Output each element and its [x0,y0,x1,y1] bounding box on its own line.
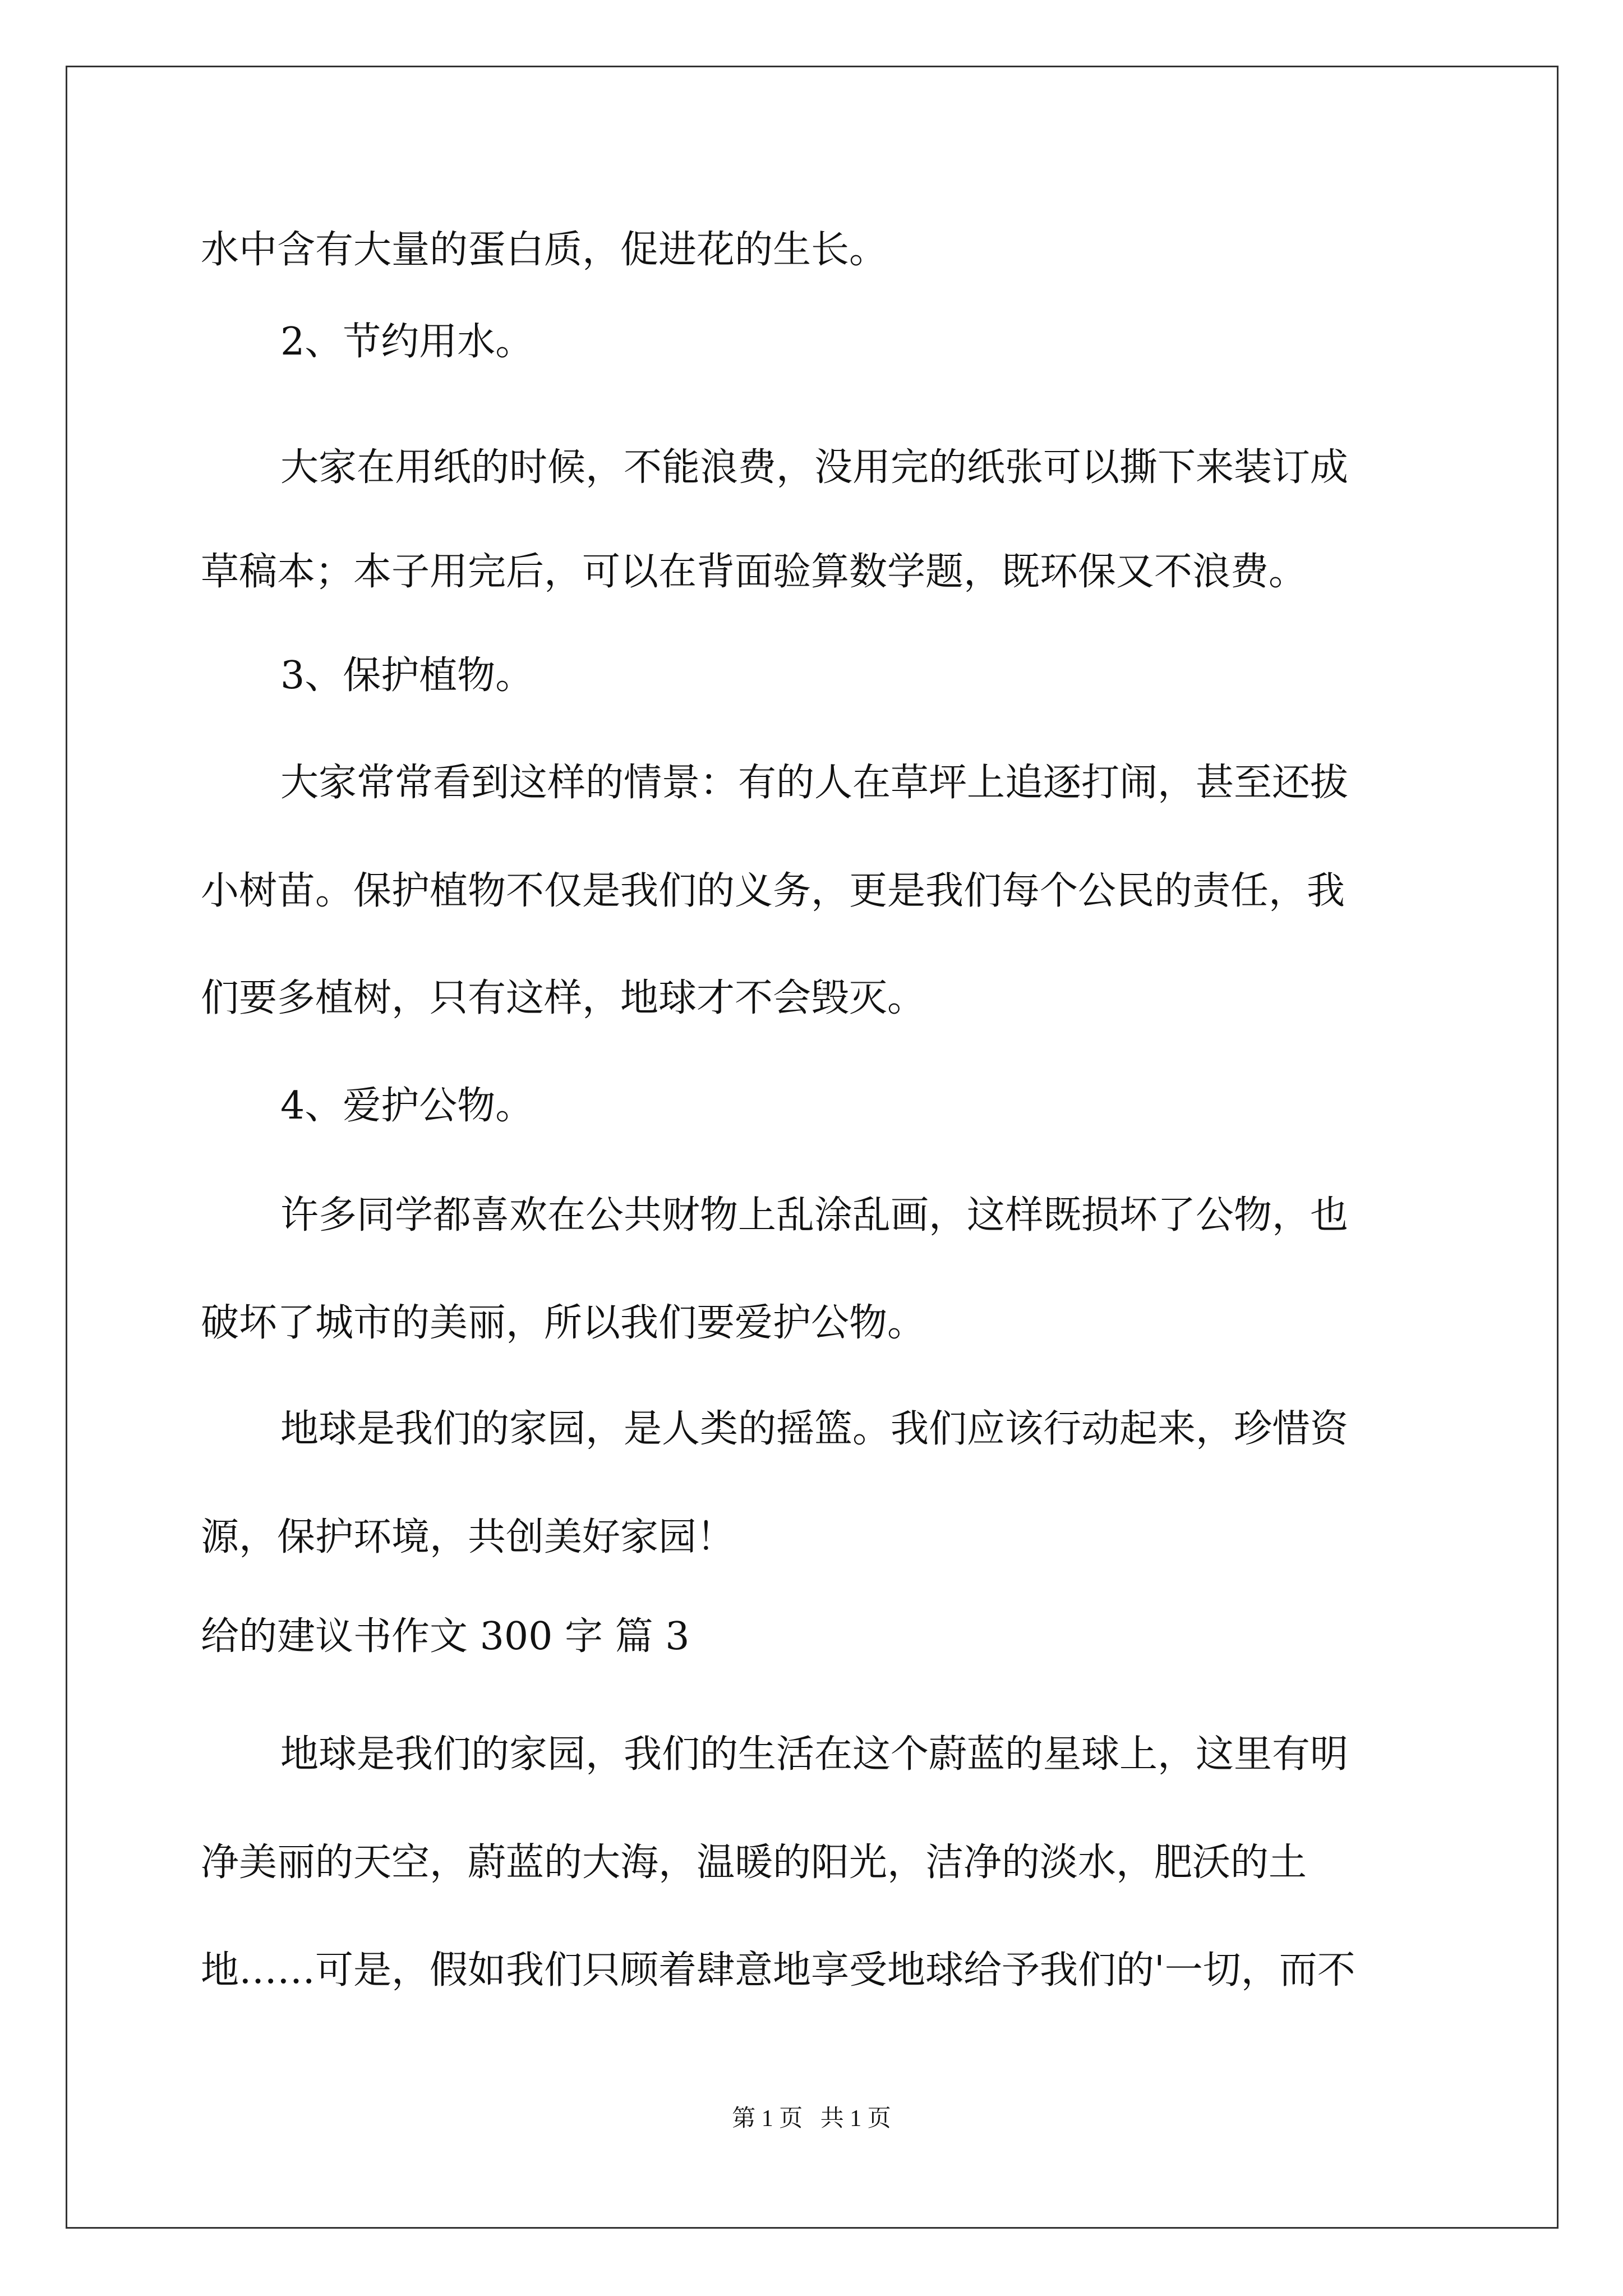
body-line: 大家常常看到这样的情景：有的人在草坪上追逐打闹，甚至还拔 [280,761,1349,805]
body-line: 大家在用纸的时候，不能浪费，没用完的纸张可以撕下来装订成 [280,445,1349,490]
body-line: 地球是我们的家园，是人类的摇篮。我们应该行动起来，珍惜资 [280,1407,1349,1451]
section-heading: 4、爱护公物。 [280,1084,534,1128]
page-footer: 第 1 页 共 1 页 [732,2106,891,2132]
body-line: 破坏了城市的美丽，所以我们要爱护公物。 [201,1301,926,1345]
body-line: 地球是我们的家园，我们的生活在这个蔚蓝的星球上，这里有明 [280,1732,1349,1777]
body-line: 源，保护环境，共创美好家园！ [201,1515,735,1559]
page-border [66,66,1559,2229]
section-heading: 3、保护植物。 [280,654,534,698]
article-title: 给的建议书作文 300 字 篇 3 [201,1614,690,1659]
body-line: 许多同学都喜欢在公共财物上乱涂乱画，这样既损坏了公物，也 [280,1193,1349,1237]
body-line: 草稿本；本子用完后，可以在背面验算数学题，既环保又不浪费。 [201,550,1307,594]
body-line: 地……可是，假如我们只顾着肆意地享受地球给予我们的'一切，而不 [201,1948,1355,1993]
body-line: 净美丽的天空，蔚蓝的大海，温暖的阳光，洁净的淡水，肥沃的土 [201,1841,1307,1885]
section-heading: 2、节约用水。 [280,320,534,364]
body-line: 水中含有大量的蛋白质，促进花的生长。 [201,228,888,272]
body-line: 们要多植树，只有这样，地球才不会毁灭。 [201,976,926,1020]
body-line: 小树苗。保护植物不仅是我们的义务，更是我们每个公民的责任，我 [201,869,1345,913]
